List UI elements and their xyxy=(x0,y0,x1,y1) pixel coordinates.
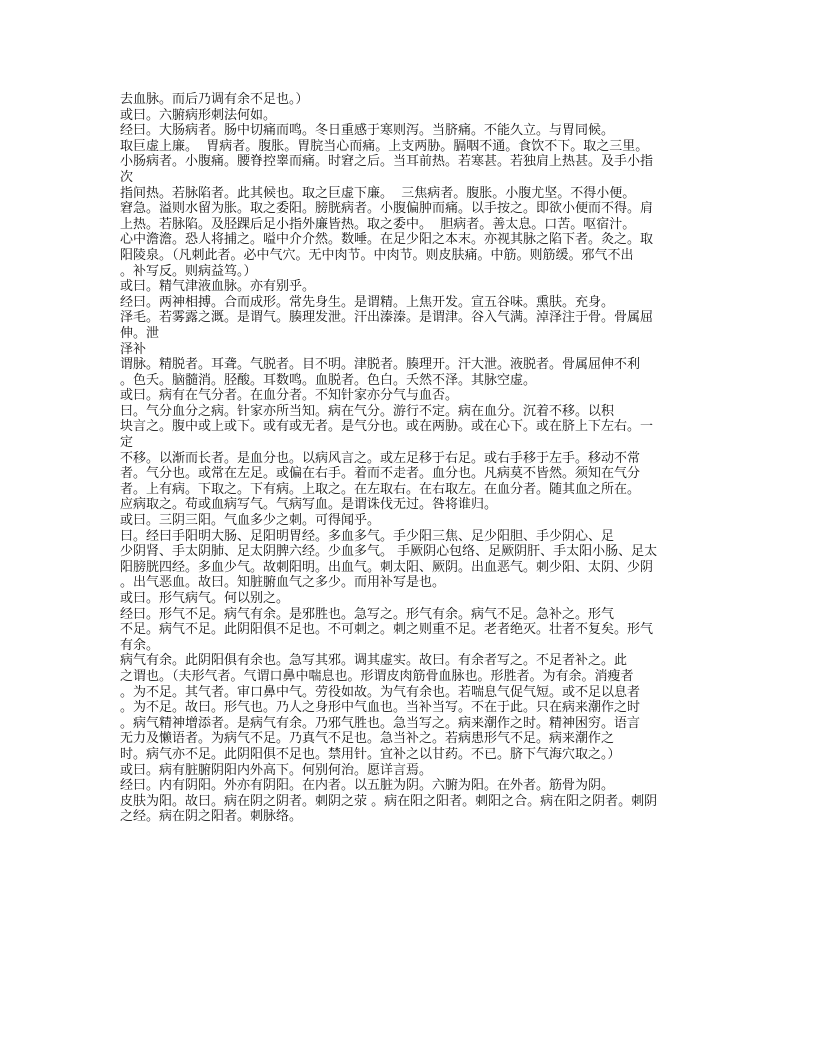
text-line: 指间热。若脉陷者。此其候也。取之巨虚下廉。 三焦病者。腹胀。小腹尤坚。不得小便。 xyxy=(120,185,636,201)
text-line: 不移。以渐而长者。是血分也。以病风言之。或左足移于右足。或右手移于左手。移动不常 xyxy=(120,450,641,466)
text-line: 经曰。内有阴阳。外亦有阴阳。在内者。以五脏为阴。六腑为阳。在外者。筋骨为阴。 xyxy=(120,778,615,794)
text-line: 定 xyxy=(120,435,134,451)
text-line: 病气有余。此阴阳俱有余也。急写其邪。调其虚实。故曰。有余者写之。不足者补之。此 xyxy=(120,653,628,669)
text-line: 或曰。三阴三阳。气血多少之刺。可得闻乎。 xyxy=(120,513,381,529)
text-line: 去血脉。而后乃调有余不足也。） xyxy=(120,92,309,107)
text-line: 应病取之。苟或血病写气。气病写血。是谓诛伐无过。咎将谁归。 xyxy=(120,497,498,513)
text-line: 不足。病气不足。此阴阳俱不足也。不可刺之。刺之则重不足。老者绝灭。壮者不复矣。形气 xyxy=(120,622,654,638)
text-line: 次 xyxy=(120,169,134,185)
text-line: 之谓也。（夫形气者。气谓口鼻中喘息也。形谓皮肉筋骨血脉也。形胜者。为有余。消瘦者 xyxy=(120,668,634,684)
text-line: 泽补 xyxy=(120,341,147,357)
text-line: 曰。气分血分之病。针家亦所当知。病在气分。游行不定。病在血分。沉着不移。以积 xyxy=(120,403,615,419)
text-line: 。为不足。其气者。审口鼻中气。劳役如故。为气有余也。若喘息气促气短。或不足以息者 xyxy=(120,684,641,700)
text-line: 皮肤为阳。故曰。病在阴之阴者。刺阴之荥 。病在阳之阳者。刺阳之合。病在阳之阴者。刺阴 xyxy=(120,793,658,809)
text-line: 经曰。形气不足。病气有余。是邪胜也。急写之。形气有余。病气不足。急补之。形气 xyxy=(120,606,615,622)
text-line: 阳陵泉。（凡刺此者。必中气穴。无中肉节。中肉节。则皮肤痛。中筋。则筋缓。邪气不出 xyxy=(120,247,634,263)
text-line: 伸。泄 xyxy=(120,325,160,341)
text-line: 取巨虚上廉。 胃病者。腹胀。胃脘当心而痛。上支两胁。膈咽不通。食饮不下。取之三里。 xyxy=(120,138,649,154)
text-line: 经曰。大肠病者。肠中切痛而鸣。冬日重感于寒则泻。当脐痛。不能久立。与胃同候。 xyxy=(120,123,615,139)
text-line: 阳膀胱四经。多血少气。故刺阳明。出血气。刺太阳、厥阴。出血恶气。刺少阳、太阴、少阴 xyxy=(120,559,654,575)
text-line: 者。气分也。或常在左足。或偏在右手。着而不走者。血分也。凡病莫不皆然。须知在气分 xyxy=(120,466,641,482)
text-line: 曰。经曰手阳明大肠、足阳明胃经。多血多气。手少阳三焦、足少阳胆、手少阴心、足 xyxy=(120,528,615,544)
text-line: 。色夭。脑髓消。胫酸。耳数鸣。血脱者。色白。夭然不泽。其脉空虚。 xyxy=(120,372,537,388)
text-line: 心中澹澹。恐人将捕之。嗌中介介然。数唾。在足少阳之本末。亦视其脉之陷下者。灸之。取 xyxy=(120,232,654,248)
text-line: 。补写反。则病益笃。） xyxy=(120,263,257,279)
text-line: 或曰。精气津液血脉。亦有别乎。 xyxy=(120,279,316,295)
text-line: 有余。 xyxy=(120,637,160,653)
text-line: 或曰。形气病气。何以别之。 xyxy=(120,591,290,606)
text-line: 上热。若脉陷。及胫踝后足小指外廉皆热。取之委中。 胆病者。善太息。口苦。呕宿汁。 xyxy=(120,216,636,232)
text-line: 或曰。六腑病形刺法何如。 xyxy=(120,107,277,123)
text-line: 窘急。溢则水留为胀。取之委阳。膀胱病者。小腹偏肿而痛。以手按之。即欲小便而不得。肩 xyxy=(120,201,654,217)
text-line: 谓脉。精脱者。耳聋。气脱者。目不明。津脱者。腠理开。汗大泄。液脱者。骨属屈伸不利 xyxy=(120,357,641,373)
text-line: 。病气精神增添者。是病气有余。乃邪气胜也。急当写之。病来潮作之时。精神困穷。语言 xyxy=(120,715,641,731)
text-line: 之经。病在阴之阳者。刺脉络。 xyxy=(120,809,303,825)
text-line: 无力及懒语者。为病气不足。乃真气不足也。急当补之。若病患形气不足。病来潮作之 xyxy=(120,731,615,747)
text-line: 少阴肾、手太阴肺、足太阴脾六经。少血多气。 手厥阴心包络、足厥阴肝、手太阳小肠、足太 xyxy=(120,544,658,560)
text-line: 时。病气亦不足。此阴阳俱不足也。禁用针。宜补之以甘药。不已。脐下气海穴取之。） xyxy=(120,746,621,762)
text-line: 者。上有病。下取之。下有病。上取之。在左取右。在右取左。在血分者。随其血之所在。 xyxy=(120,481,641,497)
text-line: 。为不足。故曰。形气也。乃人之身形中气血也。当补当写。不在于此。只在病来潮作之时 xyxy=(120,700,641,716)
text-line: 。出气恶血。故曰。知脏腑血气之多少。而用补写是也。 xyxy=(120,575,446,591)
text-line: 或曰。病有在气分者。在血分者。不知针家亦分气与血否。 xyxy=(120,388,459,404)
text-line: 小肠病者。小腹痛。腰脊控睾而痛。时窘之后。当耳前热。若寒甚。若独肩上热甚。及手小指 xyxy=(120,154,654,170)
document-page xyxy=(120,92,700,825)
text-line: 块言之。腹中或上或下。或有或无者。是气分也。或在两胁。或在心下。或在脐上下左右。一 xyxy=(120,419,654,435)
text-line: 经曰。两神相搏。合而成形。常先身生。是谓精。上焦开发。宣五谷味。熏肤。充身。 xyxy=(120,294,615,310)
text-line: 或曰。病有脏腑阴阳内外高下。何别何治。愿详言焉。 xyxy=(120,762,433,778)
text-line: 泽毛。若雾露之溉。是谓气。腠理发泄。汗出溱溱。是谓津。谷入气满。淖泽注于骨。骨属屈 xyxy=(120,310,654,326)
